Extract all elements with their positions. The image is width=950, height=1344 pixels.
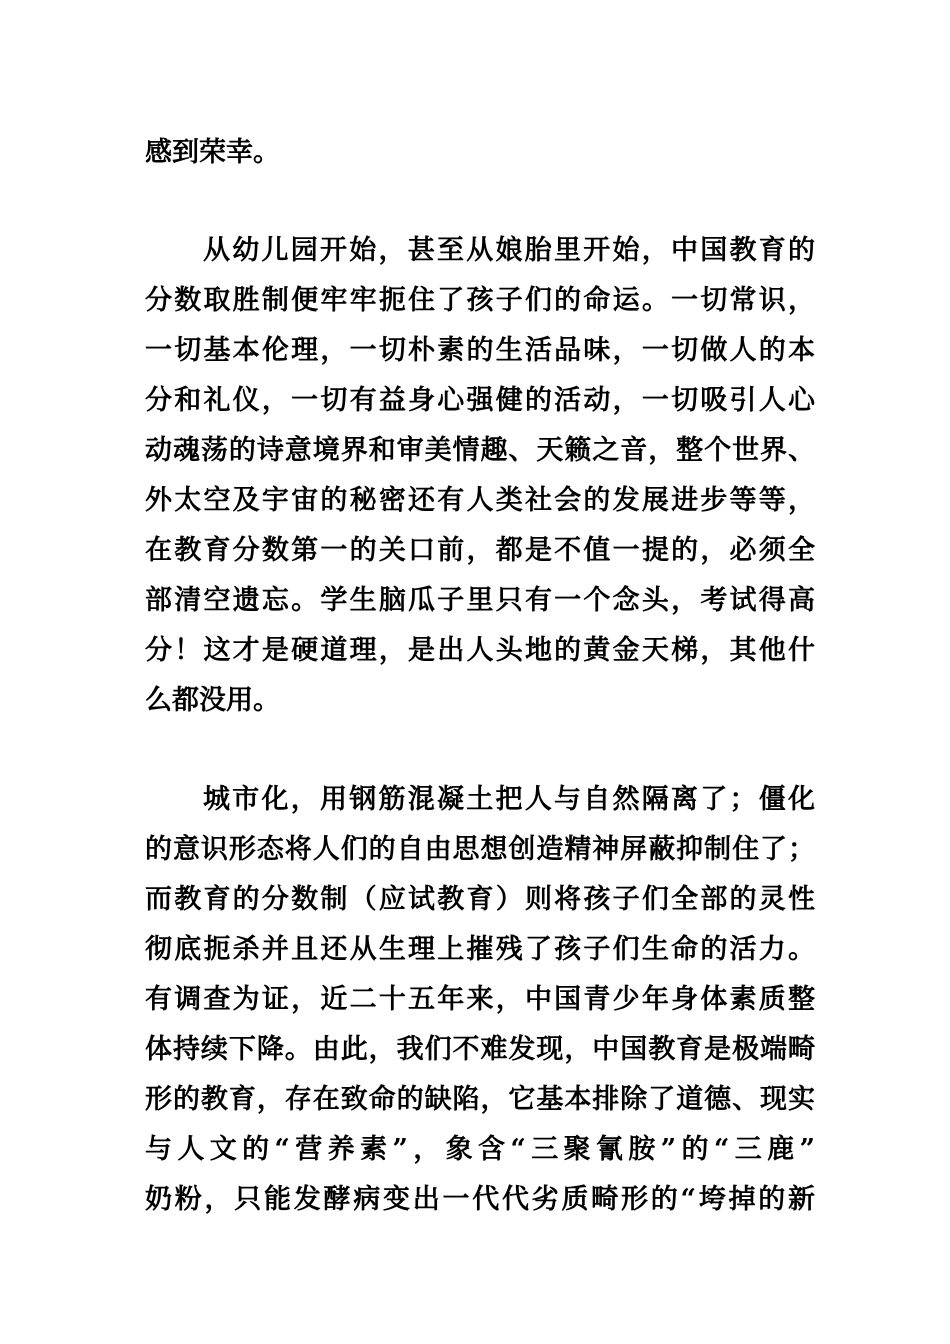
text-line: 形的教育，存在致命的缺陷，它基本排除了道德、现实 bbox=[145, 1084, 815, 1115]
text-line: 动魂荡的诗意境界和审美情趣、天籁之音，整个世界、 bbox=[145, 435, 815, 466]
text-line: 分！这才是硬道理，是出人头地的黄金天梯，其他什 bbox=[145, 635, 815, 666]
text-line: 奶粉，只能发酵病变出一代代劣质畸形的“垮掉的新 bbox=[145, 1184, 815, 1215]
paragraph-1 bbox=[145, 128, 815, 178]
paragraph-3 bbox=[145, 775, 815, 1225]
text-line: 部清空遗忘。学生脑瓜子里只有一个念头，考试得高 bbox=[145, 585, 815, 616]
text-line: 体持续下降。由此，我们不难发现，中国教育是极端畸 bbox=[145, 1034, 815, 1065]
text-line: 与人文的“营养素”，象含“三聚氰胺”的“三鹿” bbox=[145, 1134, 815, 1165]
text-line: 外太空及宇宙的秘密还有人类社会的发展进步等等， bbox=[145, 485, 815, 516]
paragraph-2 bbox=[145, 226, 815, 726]
text-line: 的意识形态将人们的自由思想创造精神屏蔽抑制住了； bbox=[145, 834, 815, 865]
text-line: 分和礼仪，一切有益身心强健的活动，一切吸引人心 bbox=[145, 385, 815, 416]
text-line: 而教育的分数制（应试教育）则将孩子们全部的灵性 bbox=[145, 884, 815, 915]
text-line: 分数取胜制便牢牢扼住了孩子们的命运。一切常识， bbox=[145, 285, 815, 316]
text-line: 彻底扼杀并且还从生理上摧残了孩子们生命的活力。 bbox=[145, 934, 815, 965]
text-line: 一切基本伦理，一切朴素的生活品味，一切做人的本 bbox=[145, 335, 815, 366]
text-line: 从幼儿园开始，甚至从娘胎里开始，中国教育的 bbox=[203, 235, 815, 266]
text-line: 有调查为证，近二十五年来，中国青少年身体素质整 bbox=[145, 984, 815, 1015]
text-line: 么都没用。 bbox=[145, 685, 280, 716]
text-line: 感到荣幸。 bbox=[145, 137, 280, 168]
text-line: 在教育分数第一的关口前，都是不值一提的，必须全 bbox=[145, 535, 815, 566]
text-line: 城市化，用钢筋混凝土把人与自然隔离了；僵化 bbox=[203, 784, 815, 815]
